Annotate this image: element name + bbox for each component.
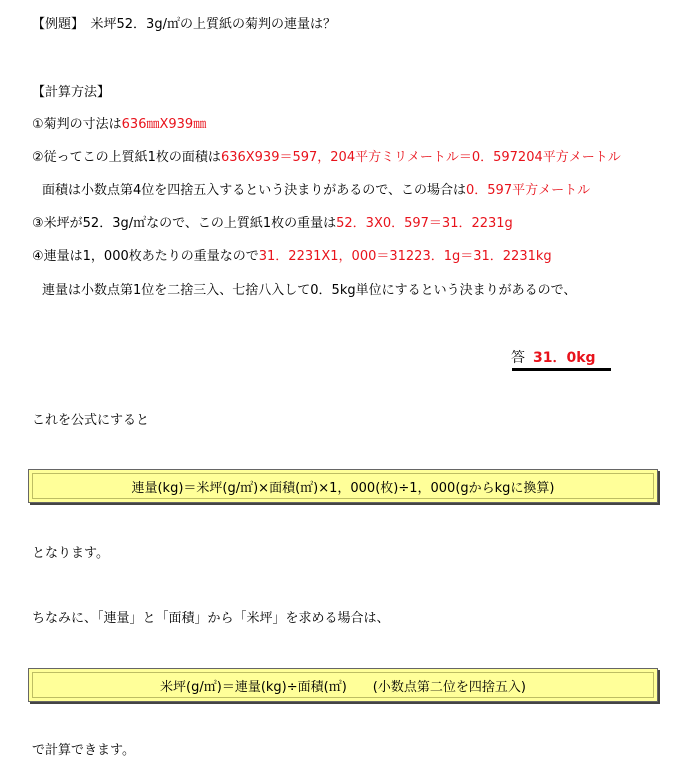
step-1-value: 636㎜X939㎜: [121, 117, 207, 132]
answer: [511, 347, 596, 367]
after-formula-text: となります。: [32, 546, 109, 561]
formula-box-basis-weight: [28, 668, 658, 702]
answer-value: 31．0kg: [533, 350, 596, 366]
step-3-label: ③米坪が52．3g/㎡なので、この上質紙1枚の重量は: [32, 216, 337, 231]
calc-method-header: 【計算方法】: [32, 85, 111, 100]
formula-weight: 連量(kg)＝米坪(g/㎡)×面積(㎡)×1，000(枚)÷1，000(gからkgに換算): [131, 480, 555, 496]
step-1-label: ①菊判の寸法は: [32, 117, 122, 132]
step-4-label: ④連量は1，000枚あたりの重量なので: [32, 249, 259, 264]
answer-underline: [512, 368, 611, 371]
step-3: [32, 216, 513, 232]
answer-label: 答: [511, 350, 525, 366]
formula-basis-weight: 米坪(g/㎡)＝連量(kg)÷面積(㎡) (小数点第二位を四捨五入): [160, 679, 526, 695]
step-2-label: ②従ってこの上質紙1枚の面積は: [32, 150, 221, 165]
step-4-note: 連量は小数点第1位を二捨三入、七捨八入して0．5kg単位にするという決まりがあるので、: [42, 283, 577, 298]
formula-intro: これを公式にすると: [32, 413, 150, 428]
step-1: [32, 117, 206, 133]
step-2-note: [42, 183, 590, 199]
closing-text: で計算できます。: [32, 743, 135, 758]
step-3-value: 52．3X0．597＝31．2231g: [336, 216, 513, 231]
step-4-value: 31．2231X1，000＝31223．1g＝31．2231kg: [258, 249, 552, 264]
step-2-note-value: 0．597平方メートル: [466, 183, 591, 198]
formula-box-weight: [28, 469, 658, 503]
step-2-note-label: 面積は小数点第4位を四捨五入するという決まりがあるので、この場合は: [42, 183, 467, 198]
step-2: [32, 150, 621, 166]
step-2-value: 636X939＝597，204平方ミリメートル＝0．597204平方メートル: [220, 150, 621, 165]
step-4: [32, 249, 552, 265]
reverse-intro: ちなみに、「連量」と「面積」から「米坪」を求める場合は、: [32, 611, 390, 626]
example-title: 【例題】 米坪52．3g/㎡の上質紙の菊判の連量は？: [32, 17, 336, 32]
